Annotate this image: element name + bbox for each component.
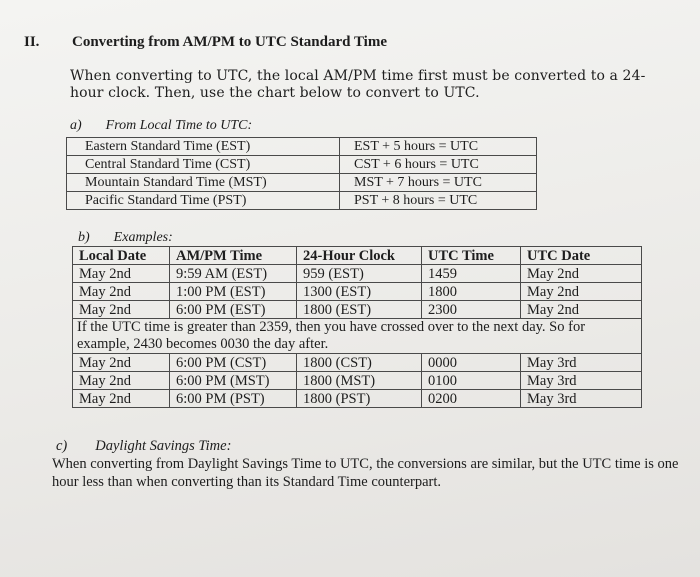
cell-utc-date: May 3rd (521, 390, 642, 408)
cell-ampm-time: 6:00 PM (MST) (170, 372, 297, 390)
cell-local-date: May 2nd (73, 354, 170, 372)
cell-utc-time: 0200 (422, 390, 521, 408)
table-row (73, 354, 642, 372)
cell-utc-time: 0000 (422, 354, 521, 372)
section-number: II. (24, 34, 40, 50)
cell-utc-time: 0100 (422, 372, 521, 390)
table-row (73, 265, 642, 283)
zone-cell: Central Standard Time (CST) (67, 156, 340, 174)
part-a-letter: a) (70, 118, 82, 133)
cell-local-date: May 2nd (73, 390, 170, 408)
part-c-label (56, 438, 231, 455)
rule-cell: MST + 7 hours = UTC (340, 174, 537, 192)
section-title: Converting from AM/PM to UTC Standard Time (72, 34, 387, 50)
part-b-title: Examples: (113, 230, 173, 245)
part-a-title: From Local Time to UTC: (105, 118, 253, 133)
cell-ampm-time: 6:00 PM (PST) (170, 390, 297, 408)
part-b-letter: b) (78, 230, 90, 245)
cell-ampm-time: 9:59 AM (EST) (170, 265, 297, 283)
rule-cell: PST + 8 hours = UTC (340, 192, 537, 210)
cell-utc-time: 1459 (422, 265, 521, 283)
table-row (73, 390, 642, 408)
cell-24-hour: 1800 (EST) (297, 301, 422, 319)
cell-utc-date: May 3rd (521, 354, 642, 372)
table-row (67, 138, 537, 156)
part-a-label (70, 118, 252, 134)
table-row (67, 174, 537, 192)
conversion-table (66, 137, 537, 210)
header-utc-date: UTC Date (521, 247, 642, 265)
header-24-hour-clock: 24-Hour Clock (297, 247, 422, 265)
intro-paragraph: When converting to UTC, the local AM/PM time first must be converted to a 24-hour clock. Then, use the chart below to convert to UTC. (70, 68, 646, 101)
cell-local-date: May 2nd (73, 372, 170, 390)
part-c-letter: c) (56, 438, 68, 454)
zone-cell: Eastern Standard Time (EST) (67, 138, 340, 156)
part-c-title: Daylight Savings Time: (95, 438, 232, 454)
cell-utc-date: May 3rd (521, 372, 642, 390)
cell-utc-date: May 2nd (521, 301, 642, 319)
cell-local-date: May 2nd (73, 301, 170, 319)
note-row (73, 319, 642, 354)
cell-local-date: May 2nd (73, 283, 170, 301)
header-local-date: Local Date (73, 247, 170, 265)
cell-24-hour: 1300 (EST) (297, 283, 422, 301)
part-b-label (78, 230, 173, 246)
rule-cell: EST + 5 hours = UTC (340, 138, 537, 156)
crossover-note: If the UTC time is greater than 2359, then you have crossed over to the next day. So for example, 2430 becomes 0030 the day after. (73, 319, 642, 354)
cell-utc-time: 2300 (422, 301, 521, 319)
table-row (67, 192, 537, 210)
header-utc-time: UTC Time (422, 247, 521, 265)
cell-24-hour: 1800 (MST) (297, 372, 422, 390)
cell-24-hour: 1800 (CST) (297, 354, 422, 372)
header-ampm-time: AM/PM Time (170, 247, 297, 265)
cell-24-hour: 959 (EST) (297, 265, 422, 283)
dst-paragraph: When converting from Daylight Savings Time to UTC, the conversions are similar, but the UTC time is one hour less than when converting than its Standard Time counterpart. (52, 456, 679, 490)
rule-cell: CST + 6 hours = UTC (340, 156, 537, 174)
cell-utc-date: May 2nd (521, 265, 642, 283)
zone-cell: Mountain Standard Time (MST) (67, 174, 340, 192)
table-row (73, 301, 642, 319)
cell-ampm-time: 6:00 PM (CST) (170, 354, 297, 372)
zone-cell: Pacific Standard Time (PST) (67, 192, 340, 210)
cell-ampm-time: 6:00 PM (EST) (170, 301, 297, 319)
header-row (73, 247, 642, 265)
cell-ampm-time: 1:00 PM (EST) (170, 283, 297, 301)
cell-local-date: May 2nd (73, 265, 170, 283)
examples-table (72, 246, 642, 408)
table-row (67, 156, 537, 174)
cell-utc-date: May 2nd (521, 283, 642, 301)
table-row (73, 372, 642, 390)
table-row (73, 283, 642, 301)
cell-utc-time: 1800 (422, 283, 521, 301)
cell-24-hour: 1800 (PST) (297, 390, 422, 408)
